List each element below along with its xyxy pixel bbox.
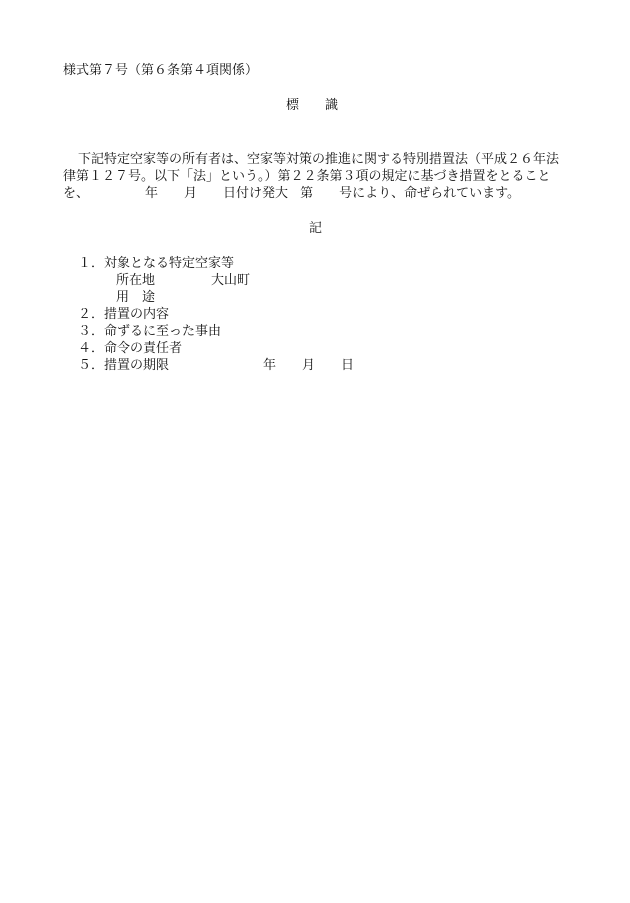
body-line-3-date-issuer: 日付け発大 [223, 186, 289, 201]
item-2: ２．措置の内容 [78, 307, 170, 322]
body-line-3-start: を、 [63, 186, 90, 201]
ki-heading: 記 [309, 221, 323, 236]
use-label-1: 用 [116, 290, 130, 305]
location-value: 大山町 [211, 273, 251, 288]
item-5-row [78, 358, 354, 374]
body-line-3-year: 年 [145, 186, 159, 201]
use-row [116, 290, 155, 306]
location-row [116, 273, 250, 289]
body-line-2: 律第１２７号。以下「法」という。）第２２条第３項の規定に基づき措置をとること [63, 169, 551, 184]
form-label: 様式第７号（第６条第４項関係） [63, 63, 259, 78]
deadline-month: 月 [302, 358, 316, 373]
body-line-3 [63, 186, 520, 202]
item-1: １．対象となる特定空家等 [78, 256, 235, 271]
body-line-3-number-prefix: 第 [300, 186, 314, 201]
item-4: ４．命令の責任者 [78, 341, 183, 356]
document-title [286, 98, 338, 114]
title-char-2: 識 [325, 98, 339, 113]
body-line-3-end: 号により、命ぜられています。 [339, 186, 521, 201]
deadline-year: 年 [263, 358, 277, 373]
title-char-1: 標 [286, 98, 300, 113]
item-5: ５．措置の期限 [78, 358, 170, 373]
deadline-day: 日 [341, 358, 355, 373]
use-label-2: 途 [142, 290, 156, 305]
location-label: 所在地 [116, 273, 156, 288]
item-3: ３．命ずるに至った事由 [78, 324, 222, 339]
body-line-1: 下記特定空家等の所有者は、空家等対策の推進に関する特別措置法（平成２６年法 [78, 152, 560, 167]
body-line-3-month: 月 [184, 186, 198, 201]
